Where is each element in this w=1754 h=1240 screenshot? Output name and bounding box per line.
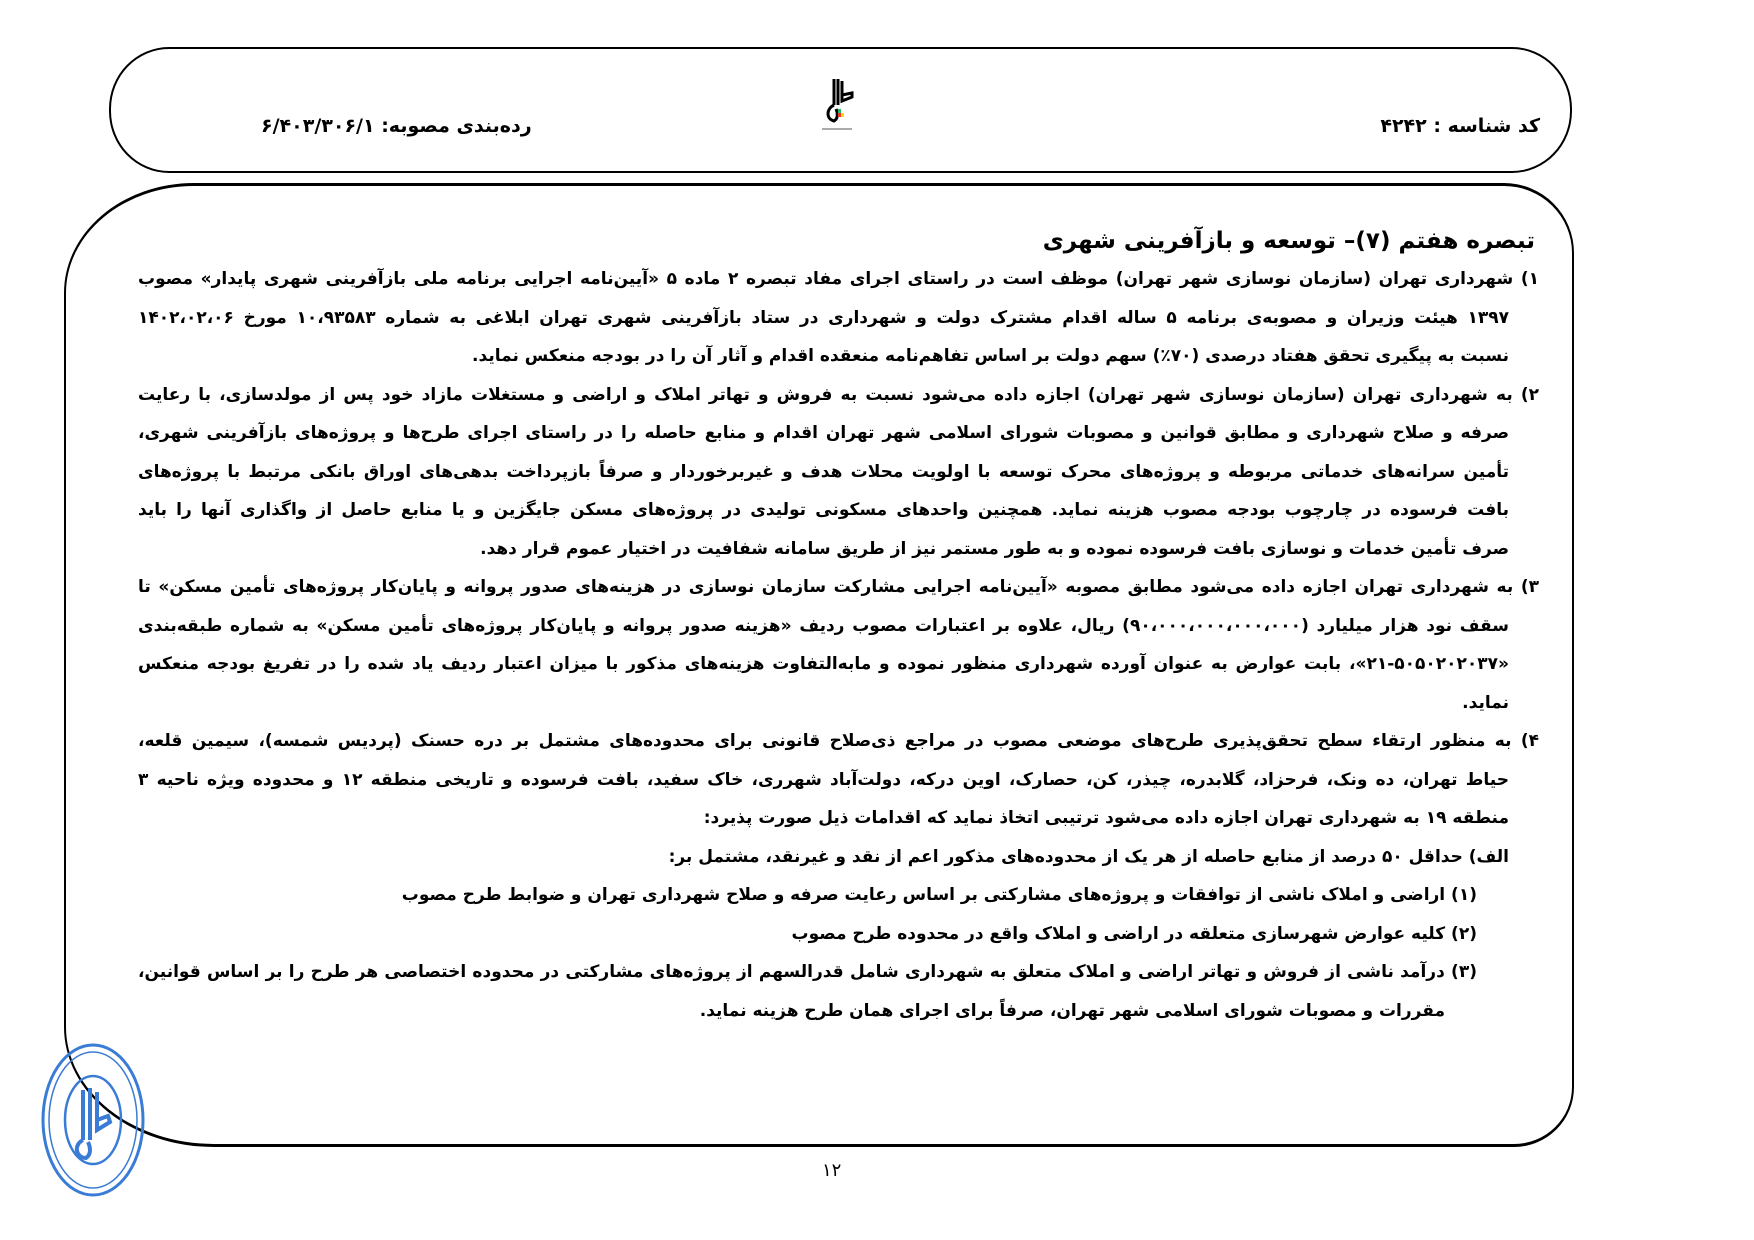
text-line: (۱) اراضی و املاک ناشی از توافقات و پروژه‌های مشارکتی بر اساس رعایت صرفه و صلاح شهرداری تهران و ضوابط طرح مصوب <box>401 885 1477 905</box>
text-line: صرف تأمین خدمات و نوسازی بافت فرسوده نموده و به طور مستمر نیز از طریق سامانه شفافیت در اختیار عموم قرار دهد. <box>480 538 1509 559</box>
council-seal-stamp <box>38 1040 148 1200</box>
paragraph-2 <box>138 376 1539 569</box>
text-line: الف) حداقل ۵۰ درصد از منابع حاصله از هر یک از محدوده‌های مذکور اعم از نقد و غیرنقد، مشتمل بر: <box>668 846 1509 867</box>
text-line: نماید. <box>1462 692 1509 713</box>
text-line: ۲) به شهرداری تهران (سازمان نوسازی شهر تهران) اجازه داده می‌شود نسبت به فروش و تهاتر املاک و اراضی و مستغلات مازاد خود پس از مولدسازی، با رعایت <box>138 384 1539 405</box>
text-line: حیاط تهران، ده ونک، فرحزاد، گلابدره، چیذر، کن، حصارک، اوین درکه، دولت‌آباد شهرری، خاک سفید، بافت فرسوده و تاریخی منطقه ۱۲ و محدوده ویژه ناحیه ۳ <box>138 769 1509 790</box>
paragraph-4 <box>138 722 1539 1030</box>
text-line: ۴) به منظور ارتقاء سطح تحقق‌پذیری طرح‌های موضعی مصوب در مراجع ذی‌صلاح قانونی برای محدوده‌های مشتمل بر دره حسنک (پردیس شمسه)، سیمین قلعه، <box>138 731 1539 751</box>
approval-classification: رده‌بندی مصوبه: ۶/۴۰۳/۳۰۶/۱ <box>261 115 532 137</box>
text-line: نسبت به پیگیری تحقق هفتاد درصدی (۷۰٪) سهم دولت بر اساس تفاهم‌نامه منعقده اقدام و آثار آن را در بودجه منعکس نماید. <box>472 346 1509 366</box>
page-number: ۱۲ <box>822 1160 842 1181</box>
text-line: صرفه و صلاح شهرداری و مطابق قوانین و مصوبات شورای اسلامی شهر تهران اقدام و منابع حاصله را در راستای اجرای طرح‌ها و پروژه‌های بازآفرینی شهری، <box>138 423 1509 443</box>
paragraph-3 <box>138 568 1539 722</box>
text-line: ۳) به شهرداری تهران اجازه داده می‌شود مطابق مصوبه «آیین‌نامه اجرایی مشارکت سازمان نوسازی در هزینه‌های صدور پروانه و پایان‌کار پروژه‌های تأمین مسکن» تا <box>138 577 1539 597</box>
text-line: ۱) شهرداری تهران (سازمان نوسازی شهر تهران) موظف است در راستای اجرای مفاد تبصره ۲ ماده ۵ «آیین‌نامه اجرایی برنامه ملی بازآفرینی شهری پایدار» مصوب <box>138 269 1539 289</box>
text-line: «۲۱-۵۰۵۰۲۰۲۰۳۷»، بابت عوارض به عنوان آورده شهرداری منظور نموده و مابه‌التفاوت هزینه‌های مذکور با میزان اعتبار ردیف یاد شده را در تفریغ بودجه منعکس <box>138 654 1509 674</box>
text-line: مقررات و مصوبات شورای اسلامی شهر تهران، صرفاً برای اجرای همان طرح هزینه نماید. <box>699 1000 1445 1021</box>
text-line: (۳) درآمد ناشی از فروش و تهاتر اراضی و املاک متعلق به شهرداری شامل قدرالسهم از پروژه‌های مشارکتی در محدوده اختصاصی هر طرح را بر اساس قوانین، <box>138 962 1477 982</box>
paragraph-1 <box>138 260 1539 376</box>
text-line: بافت فرسوده در چارچوب بودجه مصوب هزینه نماید. همچنین واحدهای مسکونی تولیدی در پروژه‌های مسکن جایگزین و یا منابع حاصل از واگذاری آنها را باید <box>138 500 1509 520</box>
document-code: کد شناسه : ۴۲۴۲ <box>1380 115 1540 137</box>
text-line: منطقه ۱۹ به شهرداری تهران اجازه داده می‌شود ترتیبی اتخاذ نماید که اقدامات ذیل صورت پذیرد: <box>703 808 1509 828</box>
section-content <box>138 228 1539 1030</box>
text-line: سقف نود هزار میلیارد (۹۰،۰۰۰،۰۰۰،۰۰۰،۰۰۰) ریال، علاوه بر اعتبارات مصوب ردیف «هزینه صدور پروانه و پایان‌کار پروژه‌های تأمین مسکن» به شماره طبقه‌بندی <box>138 615 1509 636</box>
paragraphs <box>138 260 1539 1030</box>
section-title: تبصره هفتم (۷)– توسعه و بازآفرینی شهری <box>1042 228 1535 254</box>
text-line: ۱۳۹۷ هیئت وزیران و مصوبه‌ی برنامه ۵ ساله اقدام مشترک دولت و شهرداری در ستاد بازآفرینی شهری تهران ابلاغی به شماره ۱۰،۹۳۵۸۳ مورخ ۱۴۰۲،۰۲،۰۶ <box>138 307 1509 328</box>
council-logo-icon <box>812 75 862 135</box>
text-line: تأمین سرانه‌های خدماتی مربوطه و پروژه‌های محرک توسعه با اولویت محلات هدف و غیربرخوردار و صرفاً بازپرداخت بدهی‌های اوراق بانکی مرتبط با پروژه‌های <box>138 461 1509 482</box>
text-line: (۲) کلیه عوارض شهرسازی متعلقه در اراضی و املاک واقع در محدوده طرح مصوب <box>791 923 1477 944</box>
